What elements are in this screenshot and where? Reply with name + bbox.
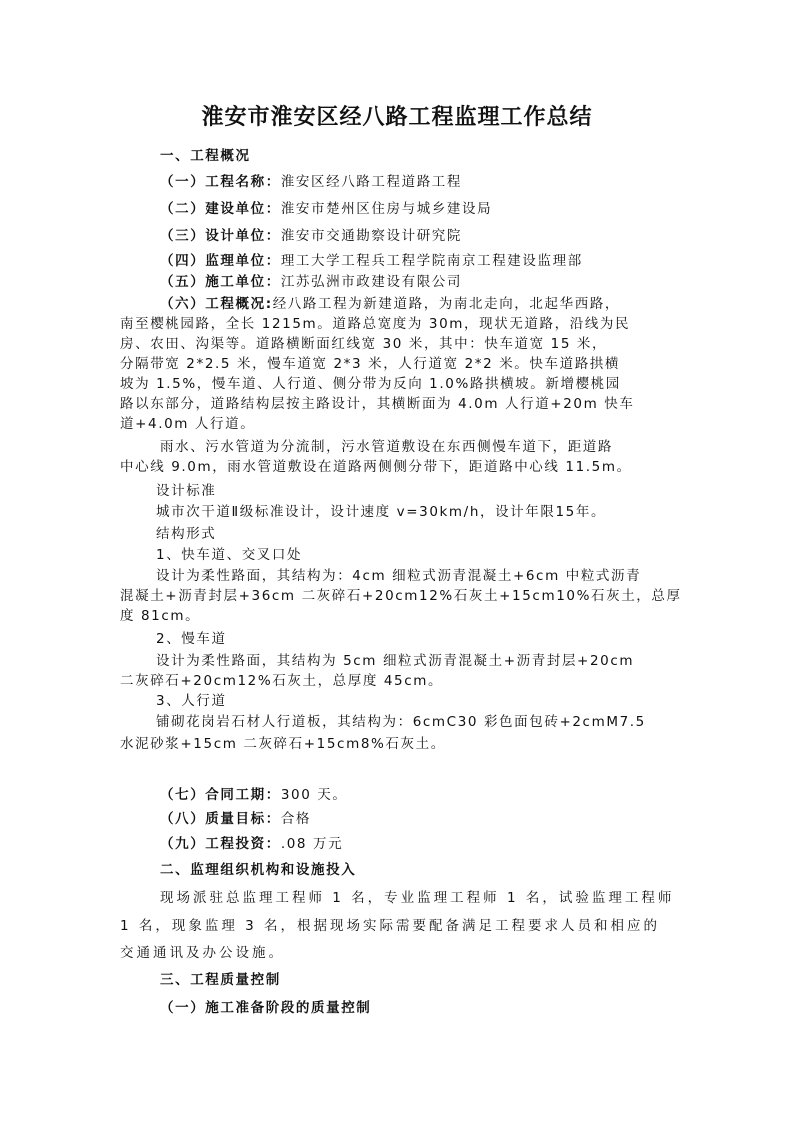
field-label: （一）工程名称： (160, 174, 281, 190)
owner-unit-line (160, 199, 492, 219)
field-value: 淮安市楚州区住房与城乡建设局 (280, 201, 493, 217)
paragraph-line: 南至樱桃园路，全长 1215m。道路总宽度为 30m，现状无道路，沿线为民 (120, 316, 631, 332)
field-label: （四）监理单位： (160, 253, 281, 269)
supervision-unit-line (160, 251, 583, 271)
document-title: 淮安市淮安区经八路工程监理工作总结 (201, 104, 593, 130)
overview-line-1 (160, 294, 620, 314)
field-label: （八）质量目标： (160, 811, 281, 827)
structure-heading: 结构形式 (156, 526, 217, 542)
field-value: 300 天。 (280, 787, 348, 803)
fast-lane-heading: 1、快车道、交叉口处 (156, 547, 303, 563)
slow-lane-heading: 2、慢车道 (156, 631, 227, 647)
paragraph-line: 铺砌花岗岩石材人行道板，其结构为：6cmC30 彩色面包砖+2cmM7.5 (156, 714, 646, 730)
field-label: （六）工程概况: (160, 296, 273, 312)
paragraph-line: 中心线 9.0m，雨水管道敷设在道路两侧侧分带下，距道路中心线 11.5m。 (120, 459, 632, 475)
project-name-line (160, 172, 462, 192)
field-value: 淮安市交通勘察设计研究院 (280, 228, 463, 244)
section-2-heading: 二、监理组织机构和设施投入 (160, 862, 357, 878)
paragraph-line: 城市次干道Ⅱ级标准设计，设计速度 v=30km/h，设计年限15年。 (156, 504, 607, 520)
construction-unit-line (160, 272, 462, 292)
paragraph-line: 设计为柔性路面，其结构为 5cm 细粒式沥青混凝土+沥青封层+20cm (156, 653, 635, 669)
paragraph-line: 道+4.0m 人行道。 (120, 416, 256, 432)
quality-target-line (160, 809, 311, 829)
contract-period-line (160, 785, 347, 805)
paragraph-line: 房、农田、沟渠等。道路横断面红线宽 30 米，其中：快车道宽 15 米， (120, 336, 608, 352)
paragraph-line: 雨水、污水管道为分流制，污水管道敷设在东西侧慢车道下，距道路 (160, 439, 613, 455)
field-value: 理工大学工程兵工程学院南京工程建设监理部 (280, 253, 583, 269)
sidewalk-heading: 3、人行道 (156, 693, 227, 709)
field-value: .08 万元 (280, 836, 344, 852)
design-unit-line (160, 226, 462, 246)
field-value: 淮安区经八路工程道路工程 (280, 174, 463, 190)
investment-line (160, 834, 343, 854)
section-1-heading: 一、工程概况 (160, 148, 251, 164)
paragraph-line: 坡为 1.5%，慢车道、人行道、侧分带为反向 1.0%路拱横坡。新增樱桃园 (120, 376, 621, 392)
paragraph-line: 1 名，现象监理 3 名，根据现场实际需要配备满足工程要求人员和相应的 (120, 918, 661, 934)
field-label: （五）施工单位： (160, 274, 281, 290)
paragraph-line: 二灰碎石+20cm12%石灰土，总厚度 45cm。 (120, 673, 444, 689)
paragraph-line: 度 81cm。 (120, 608, 201, 624)
paragraph-line: 水泥砂浆+15cm 二灰碎石+15cm8%石灰土。 (120, 736, 446, 752)
field-label: （七）合同工期： (160, 787, 281, 803)
paragraph-line: 混凝土+沥青封层+36cm 二灰碎石+20cm12%石灰土+15cm10%石灰土，总厚 (120, 588, 682, 604)
section-3-heading: 三、工程质量控制 (160, 972, 281, 988)
paragraph-text: 经八路工程为新建道路，为南北走向，北起华西路， (272, 296, 621, 312)
field-label: （二）建设单位： (160, 201, 281, 217)
field-value: 江苏弘洲市政建设有限公司 (280, 274, 463, 290)
field-value: 合格 (280, 811, 312, 827)
paragraph-line: 现场派驻总监理工程师 1 名，专业监理工程师 1 名，试验监理工程师 (160, 890, 675, 906)
paragraph-line: 路以东部分，道路结构层按主路设计，其横断面为 4.0m 人行道+20m 快车 (120, 396, 635, 412)
paragraph-line: 分隔带宽 2*2.5 米，慢车道宽 2*3 米，人行道宽 2*2 米。快车道路拱横 (120, 356, 621, 372)
field-label: （三）设计单位： (160, 228, 281, 244)
section-3-subheading: （一）施工准备阶段的质量控制 (160, 1000, 372, 1016)
paragraph-line: 设计为柔性路面，其结构为：4cm 细粒式沥青混凝土+6cm 中粒式沥青 (156, 568, 642, 584)
field-label: （九）工程投资： (160, 836, 281, 852)
paragraph-line: 交通通讯及办公设施。 (120, 945, 285, 961)
design-standard-heading: 设计标准 (156, 483, 217, 499)
